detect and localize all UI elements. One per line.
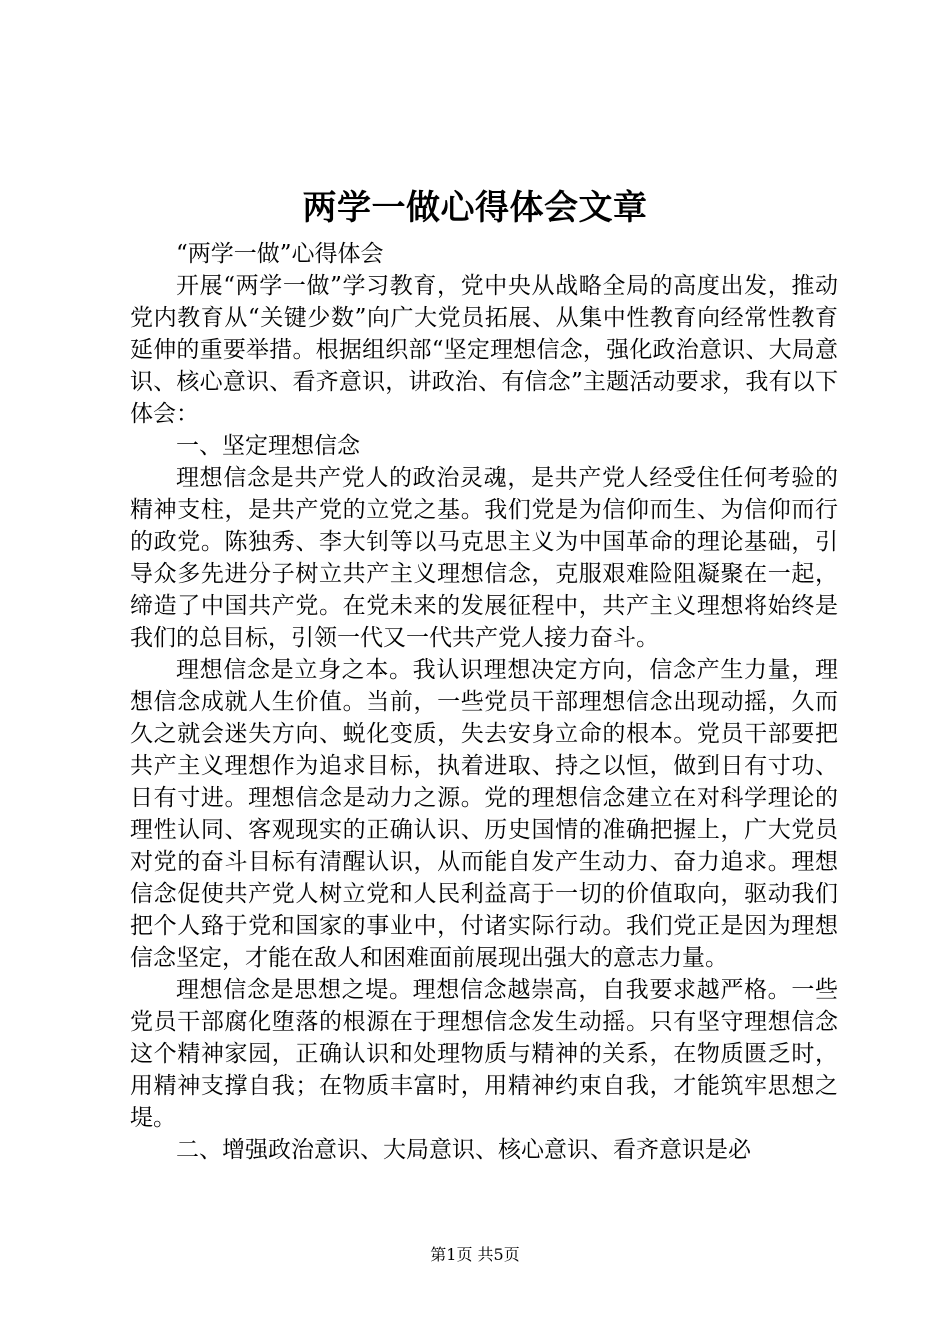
intro-paragraph: 开展“两学一做”学习教育，党中央从战略全局的高度出发，推动党内教育从“关键少数”向广大党员拓展、从集中性教育向经常性教育延伸的重要举措。根据组织部“坚定理想信念，强化政治意识、大局意识、核心意识、看齐意识，讲政治、有信念”主题活动要求，我有以下体会：	[130, 273, 838, 427]
document-body	[130, 238, 838, 1166]
subtitle-paragraph: “两学一做”心得体会	[176, 241, 384, 267]
section-heading-2: 二、增强政治意识、大局意识、核心意识、看齐意识是必	[176, 1137, 751, 1163]
page-number-footer: 第1页 共5页	[430, 1245, 520, 1264]
document-title: 两学一做心得体会文章	[302, 188, 648, 228]
section-heading-1: 一、坚定理想信念	[176, 433, 360, 459]
body-paragraph: 理想信念是共产党人的政治灵魂，是共产党人经受住任何考验的精神支柱，是共产党的立党之基。我们党是为信仰而生、为信仰而行的政党。陈独秀、李大钊等以马克思主义为中国革命的理论基础，引导众多先进分子树立共产主义理想信念，克服艰难险阻凝聚在一起，缔造了中国共产党。在党未来的发展征程中，共产主义理想将始终是我们的总目标，引领一代又一代共产党人接力奋斗。	[130, 465, 838, 651]
body-paragraph: 理想信念是立身之本。我认识理想决定方向，信念产生力量，理想信念成就人生价值。当前，一些党员干部理想信念出现动摇，久而久之就会迷失方向、蜕化变质，失去安身立命的根本。党员干部要把共产主义理想作为追求目标，执着进取、持之以恒，做到日有寸功、日有寸进。理想信念是动力之源。党的理想信念建立在对科学理论的理性认同、客观现实的正确认识、历史国情的准确把握上，广大党员对党的奋斗目标有清醒认识，从而能自发产生动力、奋力追求。理想信念促使共产党人树立党和人民利益高于一切的价值取向，驱动我们把个人臵于党和国家的事业中，付诸实际行动。我们党正是因为理想信念坚定，才能在敌人和困难面前展现出强大的意志力量。	[130, 657, 838, 971]
body-paragraph: 理想信念是思想之堤。理想信念越崇高，自我要求越严格。一些党员干部腐化堕落的根源在于理想信念发生动摇。只有坚守理想信念这个精神家园，正确认识和处理物质与精神的关系，在物质匮乏时，用精神支撑自我；在物质丰富时，用精神约束自我，才能筑牢思想之堤。	[130, 977, 838, 1131]
